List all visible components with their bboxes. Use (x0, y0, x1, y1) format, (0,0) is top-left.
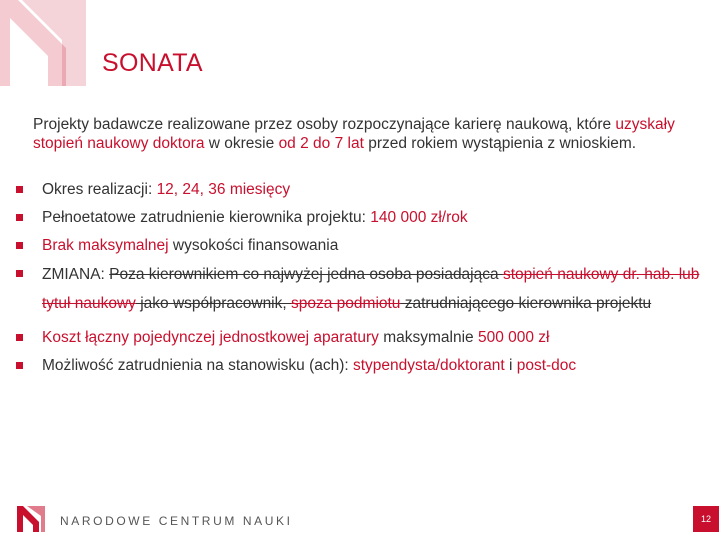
list-item-text-segment: Okres realizacji: (42, 181, 157, 198)
intro-text-segment: uzyskały stopień naukowy doktora (33, 116, 675, 152)
page-title: SONATA (102, 49, 203, 77)
list-item-text-segment: 12, 24, 36 miesięcy (156, 181, 291, 198)
intro-text-segment: Projekty badawcze realizowane przez osoby rozpoczynające karierę naukową, które (33, 116, 616, 133)
list-item-text-segment: Koszt łączny pojedynczej jednostkowej aparatury (42, 329, 379, 346)
square-bullet-icon (16, 214, 23, 221)
list-item (16, 176, 706, 204)
list-item-text-segment: jako współpracownik, (135, 295, 291, 312)
square-bullet-icon (16, 270, 23, 277)
list-item (16, 204, 706, 232)
list-item-text-segment: stopień naukowy dr. hab. lub tytuł naukowy (42, 266, 700, 312)
intro-paragraph (33, 115, 693, 153)
list-item-text-segment: spoza podmiotu (291, 295, 401, 312)
list-item-text-segment: maksymalnie (378, 329, 478, 346)
ncn-logo-small-icon (17, 506, 45, 532)
list-item (16, 232, 706, 260)
list-item-text-segment: ZMIANA: (42, 266, 110, 283)
intro-text-segment: w okresie (204, 135, 279, 152)
list-item-text-segment: Pełnoetatowe zatrudnienie kierownika projektu: (42, 209, 371, 226)
list-item (16, 324, 706, 352)
square-bullet-icon (16, 334, 23, 341)
intro-text-segment: od 2 do 7 lat (278, 135, 364, 152)
footer-org-name: NARODOWE CENTRUM NAUKI (60, 514, 293, 528)
list-item (16, 352, 706, 380)
intro-text-segment: przed rokiem wystąpienia z wnioskiem. (363, 135, 637, 152)
list-item-text-segment: post-doc (516, 357, 577, 374)
square-bullet-icon (16, 242, 23, 249)
square-bullet-icon (16, 186, 23, 193)
list-item-text-segment: stypendysta/doktorant (353, 357, 505, 374)
list-item-text-segment: i (504, 357, 517, 374)
square-bullet-icon (16, 362, 23, 369)
page-number: 12 (693, 506, 719, 532)
list-item-text-segment: Poza kierownikiem co najwyżej jedna osoba posiadająca (109, 266, 503, 283)
list-item-text-segment: 140 000 zł/rok (370, 209, 468, 226)
list-item-text-segment: wysokości finansowania (168, 237, 339, 254)
list-item-text-segment: 500 000 zł (477, 329, 550, 346)
list-item-text-segment: Możliwość zatrudnienia na stanowisku (ach): (42, 357, 353, 374)
list-item (16, 260, 706, 318)
list-item-text-segment: zatrudniającego kierownika projektu (400, 295, 652, 312)
list-item-text-segment: Brak maksymalnej (42, 237, 169, 254)
bullet-list (16, 176, 706, 380)
ncn-logo-icon (0, 0, 90, 86)
